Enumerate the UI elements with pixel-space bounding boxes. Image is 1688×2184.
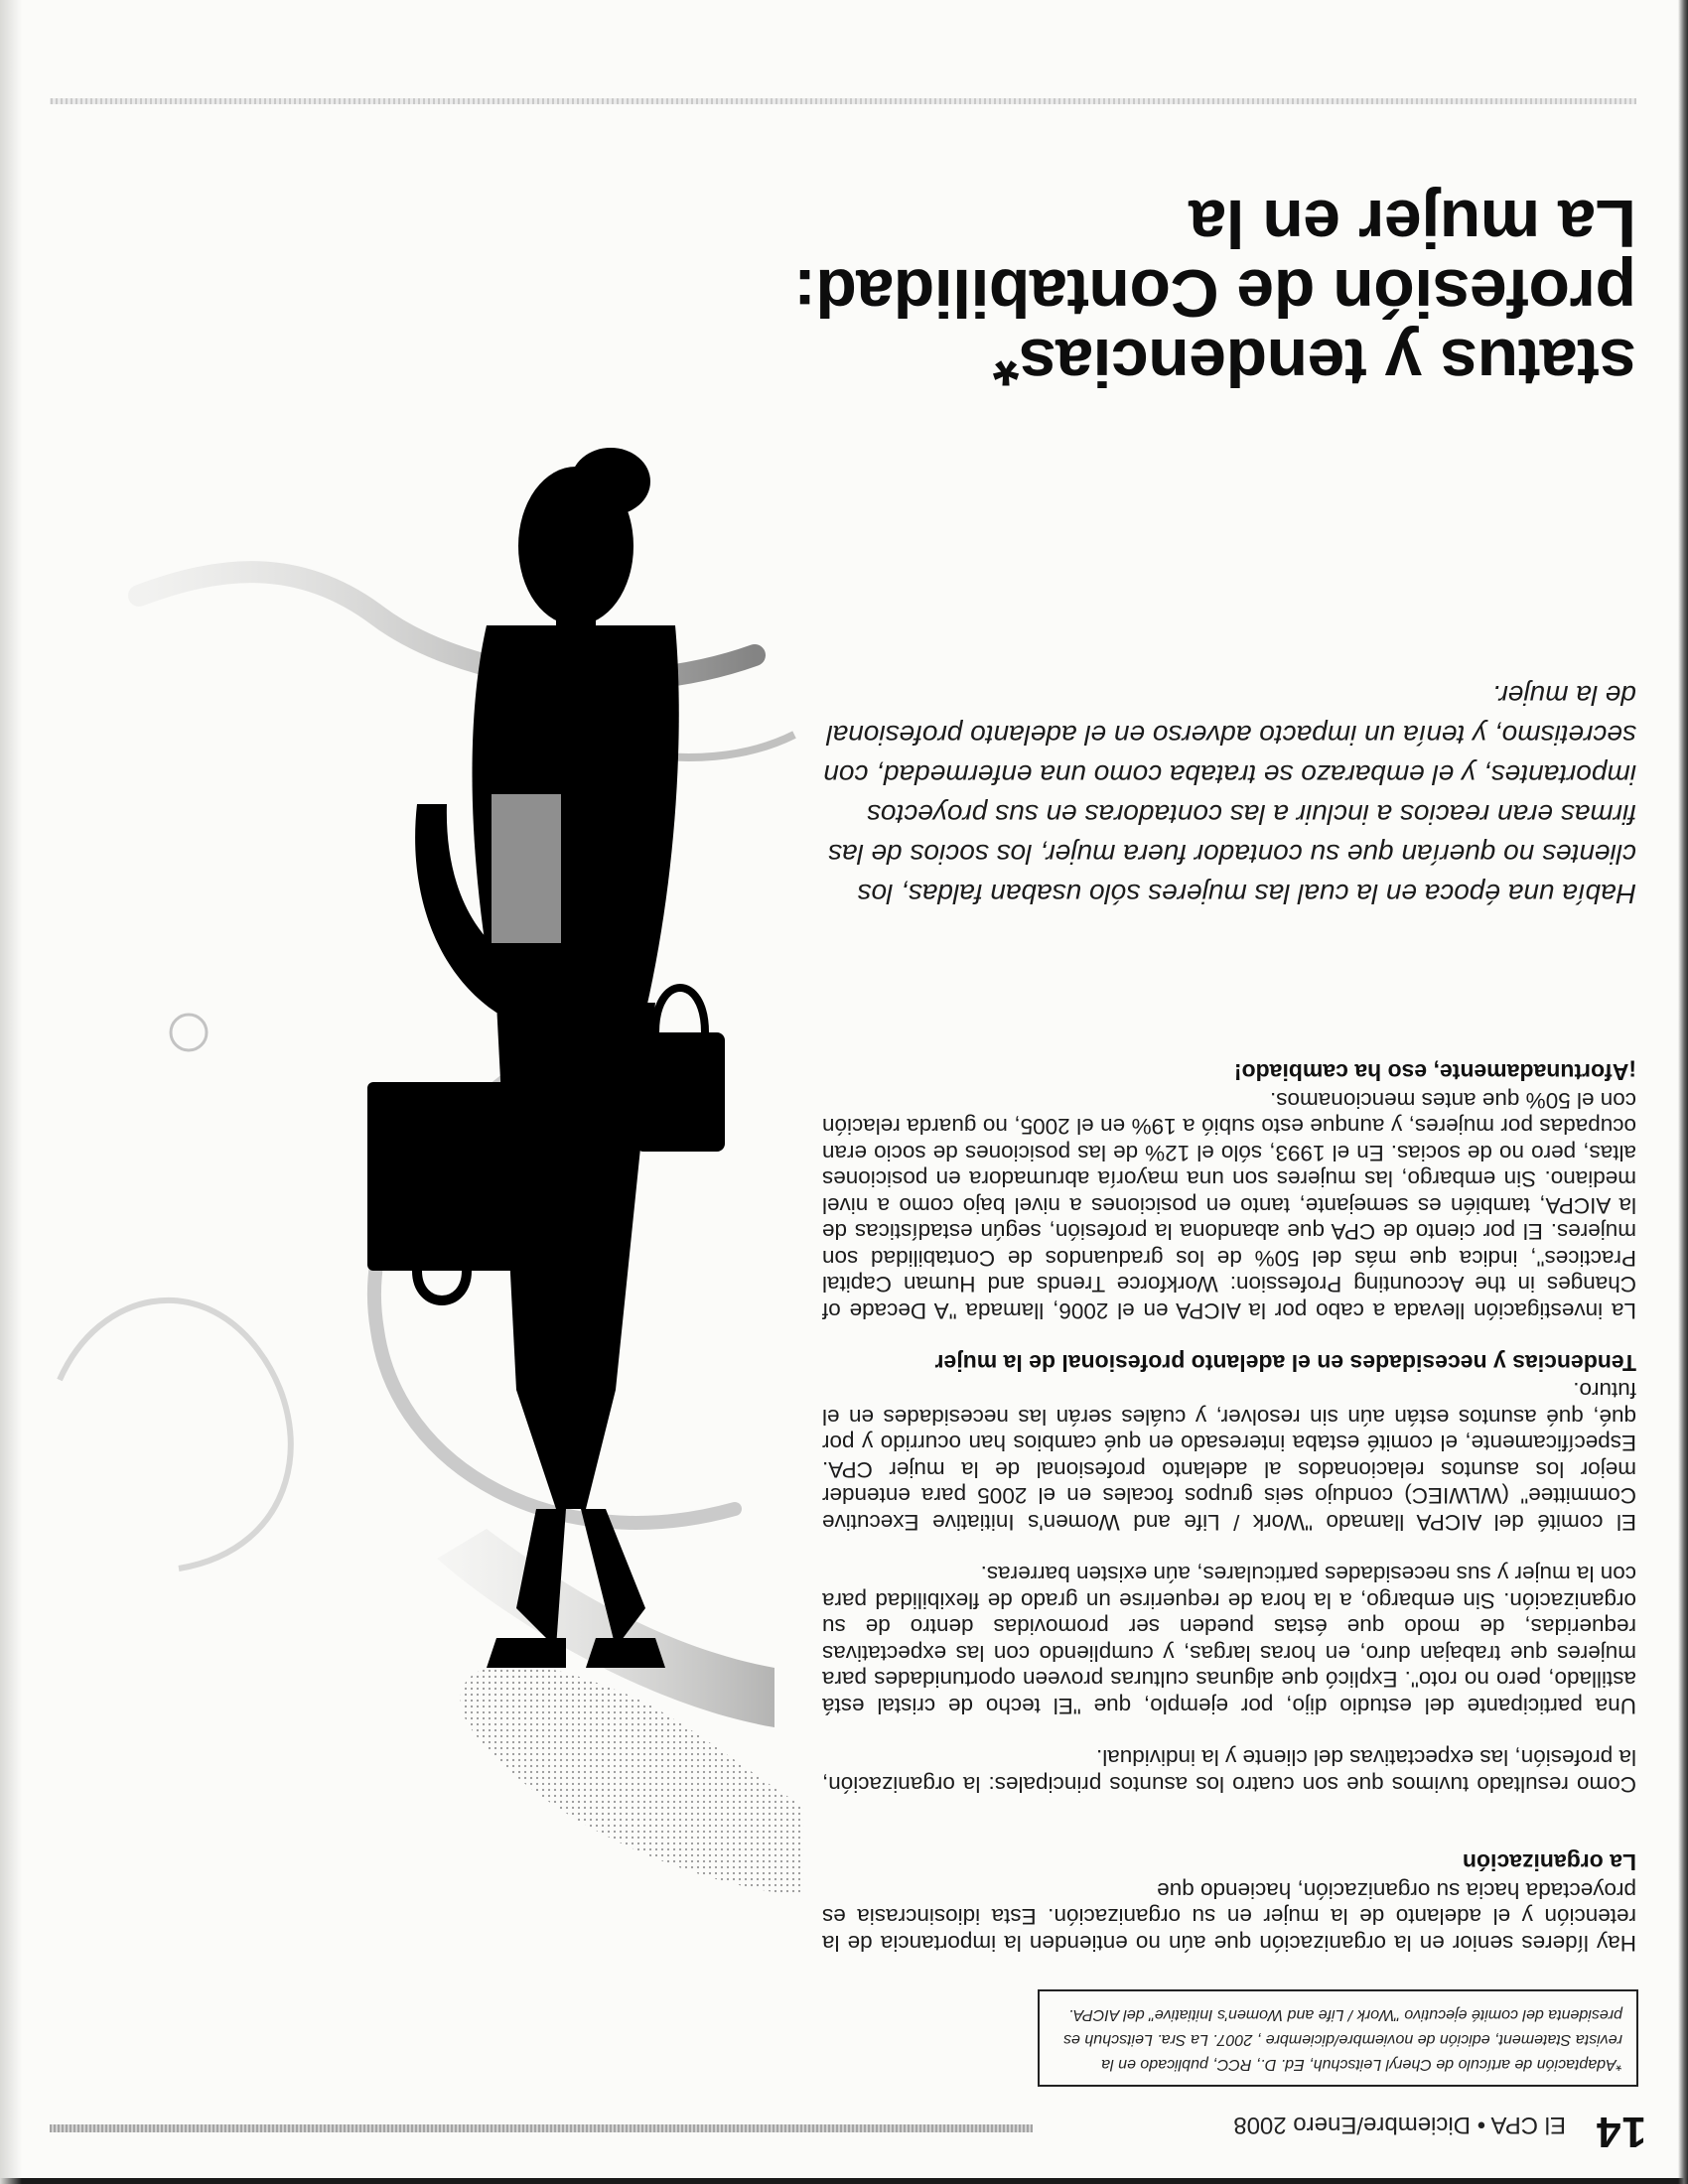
footnote-text: *Adaptación de artículo de Cheryl Leitschuh, Ed. D., RCC, publicado en la revista Statement, edición de noviembre/diciembre , 2007. La Sra. Leitschuh es presidenta del comité ejecutivo "Work / Life and Women's Initiative" del AICPA. bbox=[1063, 2006, 1622, 2073]
businesswoman-illustration bbox=[0, 338, 814, 2025]
section3-heading: La organización bbox=[1462, 1849, 1636, 1876]
article-intro bbox=[822, 675, 1636, 913]
section1-text: La investigación llevada a cabo por la AICPA en el 2006, llamada "A Decade of Changes in the Accounting Profession: Workforce Trends and Human Capital Practices", indica que más del 50% de los graduandos de Contabilidad son mujeres. El por ciento de CPA que abandona la profesión, según estadísticas de la AICPA, también es semejante, tanto en posiciones a nivel bajo como a nivel mediano. Sin embargo, las mujeres son una mayoría abrumadora en posiciones altas, pero no de socias. En el 1993, sólo el 12% de las posiciones de socio eran ocupadas por mujeres, y aunque esto subió a 19% en el 2005, no guarda relación con el 50% que antes mencionamos. bbox=[822, 1088, 1636, 1323]
scan-edge bbox=[0, 2178, 1688, 2184]
scan-edge bbox=[1678, 0, 1688, 2184]
intro-text: Había una época en la cual las mujeres sólo usaban faldas, los clientes no querían que su contador fuera mujer, los socios de las firmas eran reacios a incluir a las contadoras en sus proyectos importantes, y el embarazo se trataba como una enfermedad, con secretismo, y tenía un impacto adverso en el adelanto profesional de la mujer. bbox=[823, 680, 1636, 909]
title-line-2: profesión de Contabilidad: bbox=[793, 255, 1636, 331]
section1-heading: ¡Afortunadamente, eso ha cambiado! bbox=[1233, 1059, 1636, 1086]
section2-text: El comité del AICPA llamado "Work / Life and Women's Initiative Executive Committee" (WLWIEC) condujo seis grupos focales en el 2005 para entender mejor los asuntos relacionados al adelanto profesional de la mujer CPA. Específicamente, el comité estaba interesado en qué cambios han ocurrido y por qué, qué asuntos están aún sin resolver, y cuáles serán las necesidades en el futuro. bbox=[822, 1378, 1636, 1535]
page-number: 14 bbox=[1596, 2108, 1646, 2156]
running-head bbox=[1233, 2107, 1646, 2156]
journal-info: El CPA • Diciembre/Enero 2008 bbox=[1233, 2112, 1567, 2138]
header-rule bbox=[50, 2124, 1033, 2132]
section2-text-b: Una participante del estudio dijo, por ejemplo, que "El techo de cristal está astillado, pero no roto". Explicó que algunas culturas proveen oportunidades para mujeres que trabajan duro, en horas largas, y cumpliendo con las expectativas requeridas, de modo que éstas pueden ser promovidas dentro de su organización. Sin embargo, a la hora de requerirse un grado de flexibilidad para con la mujer y sus necesidades particulares, aún existen barreras. bbox=[822, 1562, 1636, 1718]
article-body-part2 bbox=[822, 1059, 1636, 1798]
section2-text-c: Como resultado tuvimos que son cuatro los asuntos principales: la organización, la profesión, las expectativas del cliente y la individual. bbox=[822, 1745, 1636, 1797]
section2-heading: Tendencias y necesidades en el adelanto profesional de la mujer bbox=[934, 1350, 1636, 1376]
title-line-1: La mujer en la bbox=[1189, 186, 1636, 261]
section3-text: Hay líderes senior en la organización que aún no entienden la importancia de la retención y el adelanto de la mujer en su organización. Esta idiosincrasia es proyectada hacia su organización, haciendo que bbox=[822, 1878, 1636, 1956]
title-line-3: status y tendencias* bbox=[993, 325, 1636, 400]
footnote-box bbox=[1038, 1989, 1638, 2087]
article-body bbox=[822, 1849, 1636, 1957]
bottom-rule bbox=[50, 98, 1636, 104]
article-title bbox=[544, 186, 1636, 400]
